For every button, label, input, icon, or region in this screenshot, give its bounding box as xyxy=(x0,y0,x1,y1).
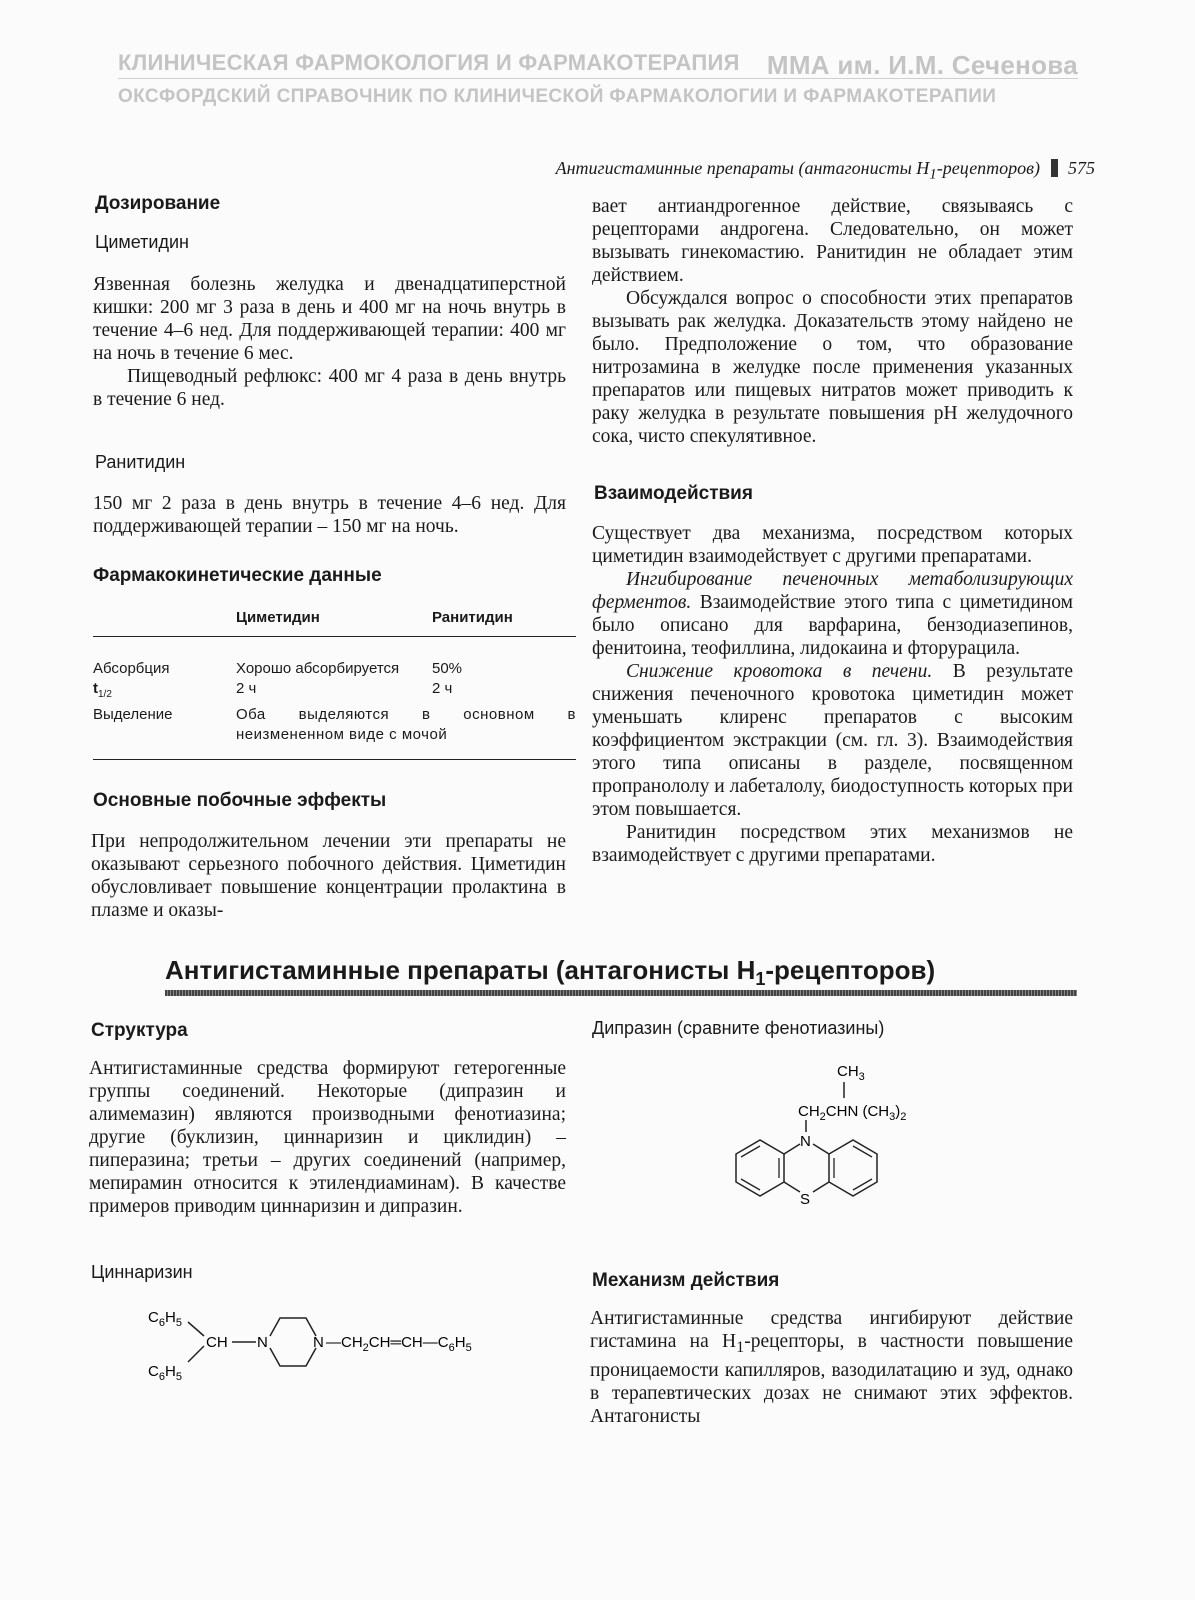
interactions-text: Существует два механизма, посредством которых циметидин взаимодействует с другими препаратами. Ингибирование печеночных метаболизирующих ферментов. Взаимодействие этого типа с циметидином было описано для варфарина, бензодиазепинов, фенитоина, теофиллина, лидокаина и фторурацила. Снижение кровотока в печени. В результате снижения печеночного кровотока циметидин может уменьшать клиренс препаратов с высоким коэффициентом экстракции (см. гл. 3). Взаимодействия этого типа описаны в разделе, посвященном пропранололу и лабеталолу, биодоступность которых при этом повышается. Ранитидин посредством этих механизмов не взаимодействует с другими препаратами. xyxy=(592,523,1073,866)
formula-c6h5-bottom: $C_6H_5$ xyxy=(148,1363,182,1383)
table-row: Выделение Оба выделяются в основном в неизмененном виде с мочой xyxy=(93,705,576,760)
ranitidine-dosing-text: 150 мг 2 раза в день внутрь в течение 4–6 нед. Для поддерживающей терапии – 150 мг на ночь. xyxy=(93,493,566,537)
interactions-heading: Взаимодействия xyxy=(594,483,753,504)
book-subtitle: ОКСФОРДСКИЙ СПРАВОЧНИК ПО КЛИНИЧЕСКОЙ ФАРМАКОЛОГИИ И ФАРМАКОТЕРАПИИ xyxy=(118,86,997,107)
pk-table-header: Циметидин Ранитидин xyxy=(93,605,576,637)
side-effects-heading: Основные побочные эффекты xyxy=(93,790,387,811)
formula-chain: $—CH_2CH═CH—C_6H_5$ xyxy=(326,1334,472,1354)
formula-ch: CH xyxy=(206,1334,228,1351)
mechanism-text: Антигистаминные средства ингибируют действие гистамина на $H_1$-рецепторы, в частности повышение проницаемости капилляров, вазодилатацию и зуд, однако в терапевтических дозах не снимают этих эффектов. Антагонисты xyxy=(590,1308,1073,1427)
page-number: 575 xyxy=(1068,158,1095,178)
cimetidine-dosing-text: Язвенная болезнь желудка и двенадцатиперстной кишки: 200 мг 3 раза в день и 400 мг на ночь внутрь в течение 4–6 нед. Для поддерживающей терапии: 400 мг на ночь в течение 6 мес. Пищеводный рефлюкс: 400 мг 4 раза в день внутрь в течение 6 нед. xyxy=(93,274,566,410)
structure-heading: Структура xyxy=(91,1020,188,1041)
cinnarizine-label: Циннаризин xyxy=(91,1262,193,1282)
ranitidine-label: Ранитидин xyxy=(95,452,186,472)
side-effects-text: При непродолжительном лечении эти препараты не оказывают серьезного побочного действия. Циметидин обусловливает повышение концентрации пролактина в плазме и оказы- xyxy=(91,831,566,921)
page-marker xyxy=(1051,159,1058,177)
pk-table xyxy=(93,605,576,760)
formula-n2: N xyxy=(313,1334,324,1351)
table-row: $t_{1/2}$ 2 ч 2 ч xyxy=(93,680,453,700)
header-rule xyxy=(118,78,1078,79)
cinnarizine-formula xyxy=(140,1300,540,1390)
formula-n: N xyxy=(800,1133,811,1150)
formula-s: S xyxy=(800,1191,811,1208)
dosing-heading: Дозирование xyxy=(95,193,221,214)
diprazine-label: Дипразин (сравните фенотиазины) xyxy=(592,1018,885,1038)
mechanism-heading: Механизм действия xyxy=(592,1270,780,1291)
table-row: Абсорбция Хорошо абсорбируется 50% xyxy=(93,660,463,677)
institution: ММА им. И.М. Сеченова xyxy=(766,50,1078,80)
section-title-bar xyxy=(165,990,1077,996)
pk-heading: Фармакокинетические данные xyxy=(93,565,382,586)
structure-text: Антигистаминные средства формируют гетерогенные группы соединений. Некоторые (дипразин и алимемазин) являются производными фенотиазина; другие (буклизин, циннаризин и циклидин) – пиперазина; третьи – других соединений (например, мепирамин относится к этилендиаминам). В качестве примеров приводим циннаризин и дипразин. xyxy=(89,1058,566,1217)
side-effects-continued: вает антиандрогенное действие, связываясь с рецепторами андрогена. Следовательно, он может вызывать гинекомастию. Ранитидин не обладает этим действием. Обсуждался вопрос о способности этих препаратов вызывать рак желудка. Доказательств этому найдено не было. Предположение о том, что образование нитрозамина в желудке после применения указанных препаратов или пищевых нитратов может приводить к раку желудка в результате повышения pH желудочного сока, чисто спекулятивное. xyxy=(592,196,1073,447)
book-title: КЛИНИЧЕСКАЯ ФАРМОКОЛОГИЯ И ФАРМАКОТЕРАПИЯ ММА им. И.М. Сеченова xyxy=(118,50,1078,80)
formula-side-chain: $CH_2CHN$ $(CH_3)_2$ xyxy=(798,1103,907,1123)
section-title: Антигистаминные препараты (антагонисты $H_1-рецепторов$) xyxy=(165,955,936,990)
cimetidine-label: Циметидин xyxy=(95,232,189,252)
running-head: Антигистаминные препараты (антагонисты $H_1-рецепторов$) 575 xyxy=(555,158,1095,183)
diprazine-formula xyxy=(720,1058,950,1218)
formula-c6h5-top: $C_6H_5$ xyxy=(148,1309,182,1329)
formula-ch3: $CH_3$ xyxy=(837,1063,865,1083)
formula-n1: N xyxy=(257,1334,268,1351)
